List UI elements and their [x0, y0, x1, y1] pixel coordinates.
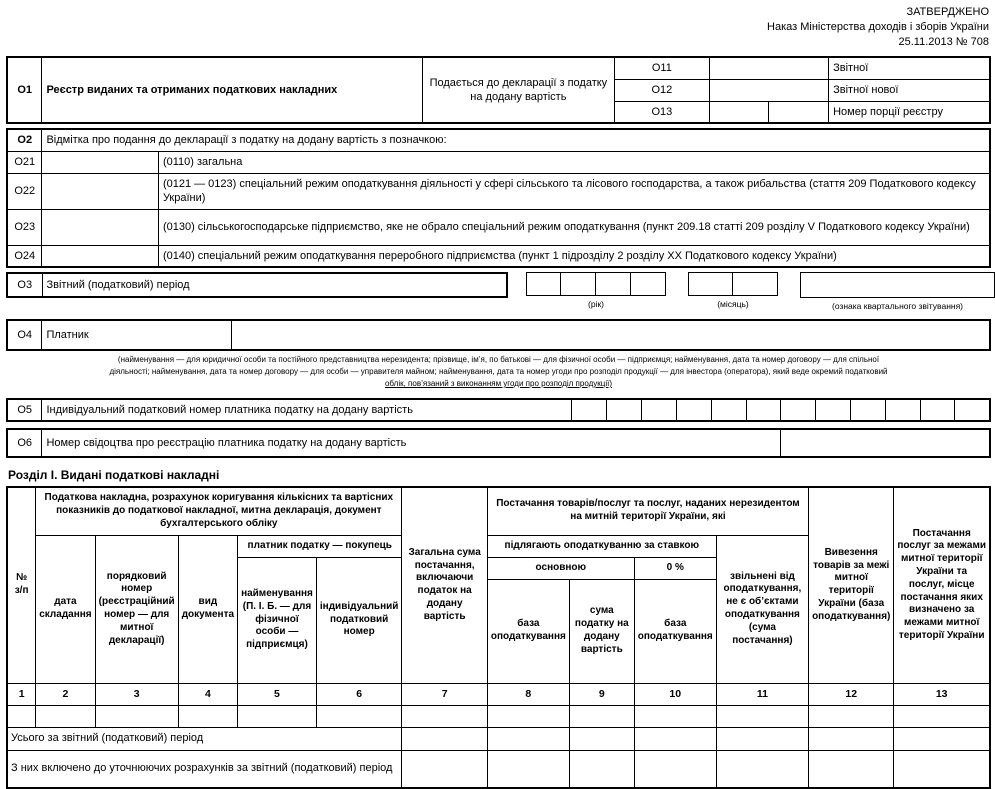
- year-digit-cell[interactable]: [526, 272, 561, 296]
- data-cell[interactable]: [402, 705, 487, 727]
- col-header-serial-number: порядковий номер (реєстраційний номер — для митної декларації): [95, 535, 178, 683]
- field-code-o21: О21: [7, 151, 42, 173]
- totals-cell[interactable]: [809, 727, 894, 750]
- totals-cell[interactable]: [634, 727, 716, 750]
- o13-portion-cell-1[interactable]: [709, 101, 769, 123]
- col-header-buyer-ipn: індивідуальний податковий номер: [316, 557, 402, 683]
- field-code-o11: О11: [615, 57, 710, 79]
- col-num: 6: [316, 683, 402, 705]
- data-cell[interactable]: [487, 705, 569, 727]
- year-digit-cell[interactable]: [596, 272, 631, 296]
- o21-label: (0110) загальна: [158, 151, 990, 173]
- o24-mark-cell[interactable]: [42, 245, 158, 267]
- empty-data-row: [7, 705, 990, 727]
- adjustments-cell[interactable]: [809, 750, 894, 788]
- data-cell[interactable]: [634, 705, 716, 727]
- field-code-o6: О6: [7, 429, 42, 457]
- month-digit-cell[interactable]: [733, 272, 778, 296]
- totals-cell[interactable]: [402, 727, 487, 750]
- group-header-rate-main: основною: [487, 557, 634, 579]
- block-o3: [6, 272, 991, 311]
- data-cell[interactable]: [716, 705, 808, 727]
- ipn-digit-cell[interactable]: [955, 399, 990, 421]
- o3-year-group: [526, 272, 666, 309]
- adjustments-cell[interactable]: [487, 750, 569, 788]
- o5-label: Індивідуальний податковий номер платника податку на додану вартість: [42, 399, 572, 421]
- data-cell[interactable]: [36, 705, 95, 727]
- col-num: 10: [634, 683, 716, 705]
- year-caption: (рік): [588, 299, 604, 309]
- year-digit-cell[interactable]: [631, 272, 666, 296]
- block-o5: [6, 398, 991, 422]
- o4-footnote-line3: облік, пов’язаний з виконанням угоди про розподіл продукції): [384, 379, 613, 388]
- field-code-o13: О13: [615, 101, 710, 123]
- block-o1: [6, 56, 991, 124]
- adjustments-cell[interactable]: [402, 750, 487, 788]
- form-title: Реєстр виданих та отриманих податкових накладних: [42, 57, 422, 123]
- o2-title: Відмітка про подання до декларації з податку на додану вартість з позначкою:: [42, 129, 990, 151]
- ipn-digit-cell[interactable]: [781, 399, 816, 421]
- data-cell[interactable]: [238, 705, 317, 727]
- o13-portion-cell-2[interactable]: [769, 101, 829, 123]
- col-num: 3: [95, 683, 178, 705]
- field-code-o5: О5: [7, 399, 42, 421]
- o12-mark-cell[interactable]: [709, 79, 828, 101]
- col-header-services-abroad: Постачання послуг за межами митної території України та послуг, місце постачання яких визначено за межами митної території України: [894, 487, 990, 683]
- field-code-o3: О3: [7, 273, 42, 297]
- adjustments-cell[interactable]: [894, 750, 990, 788]
- col-num: 8: [487, 683, 569, 705]
- data-cell[interactable]: [178, 705, 237, 727]
- adjustments-row: [7, 750, 990, 788]
- group-header-buyer: платник податку — покупець: [238, 535, 402, 557]
- col-num: 2: [36, 683, 95, 705]
- o4-footnote: [6, 354, 991, 390]
- col-header-base-main: база оподаткування: [487, 579, 569, 683]
- ipn-digit-cell[interactable]: [816, 399, 851, 421]
- o4-footnote-line2: діяльності; найменування, дата та номер договору — для особи — управителя майном; найменування, дата та номер угоди про розподіл продукції — для інвестора (оператора), який веде окремий податковий: [109, 367, 888, 376]
- data-cell[interactable]: [894, 705, 990, 727]
- certificate-number-cell[interactable]: [781, 429, 990, 457]
- approval-line3: 25.11.2013 № 708: [898, 36, 989, 48]
- adjustments-cell[interactable]: [634, 750, 716, 788]
- col-header-export: Вивезення товарів за межі митної території України (база оподаткування): [809, 487, 894, 683]
- o3-label-table: [6, 272, 508, 298]
- data-cell[interactable]: [316, 705, 402, 727]
- quarter-caption: (ознака квартального звітування): [831, 301, 964, 311]
- o3-quarter-group: [800, 272, 995, 311]
- col-num: 9: [569, 683, 634, 705]
- field-code-o12: О12: [615, 79, 710, 101]
- field-code-o22: О22: [7, 173, 42, 209]
- totals-cell[interactable]: [487, 727, 569, 750]
- submission-note: Подається до декларації з податку на додану вартість: [422, 57, 614, 123]
- col-num: 11: [716, 683, 808, 705]
- ipn-digit-cell[interactable]: [607, 399, 642, 421]
- block-o2: [6, 128, 991, 268]
- col-header-date: дата складання: [36, 535, 95, 683]
- column-numbers-row: [7, 683, 990, 705]
- col-num: 13: [894, 683, 990, 705]
- col-num: 1: [7, 683, 36, 705]
- ipn-digit-cell[interactable]: [746, 399, 781, 421]
- o3-month-group: [688, 272, 778, 309]
- ipn-digit-cell[interactable]: [711, 399, 746, 421]
- o23-mark-cell[interactable]: [42, 209, 158, 245]
- col-num: 7: [402, 683, 487, 705]
- col-num: 12: [809, 683, 894, 705]
- group-header-rate-zero: 0 %: [634, 557, 716, 579]
- month-digit-cell[interactable]: [688, 272, 733, 296]
- totals-row: [7, 727, 990, 750]
- o11-label: Звітної: [829, 57, 990, 79]
- field-code-o23: О23: [7, 209, 42, 245]
- month-caption: (місяць): [717, 299, 749, 309]
- o23-label: (0130) сільськогосподарське підприємство, яке не обрало спеціальний режим оподаткування (пункт 209.18 статті 209 розділу V Податкового кодексу України): [158, 209, 990, 245]
- data-cell[interactable]: [95, 705, 178, 727]
- field-code-o24: О24: [7, 245, 42, 267]
- section1-table: [6, 486, 991, 789]
- adjustments-cell[interactable]: [716, 750, 808, 788]
- adjustments-label: З них включено до уточнюючих розрахунків за звітний (податковий) період: [7, 750, 402, 788]
- o22-label: (0121 — 0123) спеціальний режим оподаткування діяльності у сфері сільського та лісового господарства, а також рибальства (стаття 209 Податкового кодексу України): [158, 173, 990, 209]
- section1-title: Розділ І. Видані податкові накладні: [8, 468, 220, 482]
- o13-label: Номер порції реєстру: [829, 101, 990, 123]
- approval-line2: Наказ Міністерства доходів і зборів України: [767, 21, 989, 33]
- ipn-digit-cell[interactable]: [676, 399, 711, 421]
- block-o4: [6, 319, 991, 351]
- ipn-digit-cell[interactable]: [642, 399, 677, 421]
- group-header-supply: Постачання товарів/послуг та послуг, наданих нерезидентом на митній території України, які: [487, 487, 808, 535]
- data-cell[interactable]: [569, 705, 634, 727]
- approval-block: [6, 3, 991, 56]
- field-code-o2: О2: [7, 129, 42, 151]
- block-o6: [6, 428, 991, 458]
- col-num: 4: [178, 683, 237, 705]
- ipn-digit-cell[interactable]: [920, 399, 955, 421]
- ipn-digit-cell[interactable]: [572, 399, 607, 421]
- field-code-o4: О4: [7, 320, 42, 350]
- o4-footnote-line1: (найменування — для юридичної особи та постійного представництва нерезидента; прізвище, ім’я, по батькові — для фізичної особи — підприємця; найменування, дата та номер договору — для спільної: [117, 355, 880, 364]
- o12-label: Звітної нової: [829, 79, 990, 101]
- col-num: 5: [238, 683, 317, 705]
- col-header-exempt: звільнені від оподаткування, не є об’єктами оподаткування (сума постачання): [716, 535, 808, 683]
- totals-label: Усього за звітний (податковий) період: [7, 727, 402, 750]
- col-header-row-number: № з/п: [7, 487, 36, 683]
- ipn-digit-cell[interactable]: [885, 399, 920, 421]
- o6-label: Номер свідоцтва про реєстрацію платника податку на додану вартість: [42, 429, 781, 457]
- group-header-rate: підлягають оподаткуванню за ставкою: [487, 535, 716, 557]
- col-header-total-sum: Загальна сума постачання, включаючи податок на додану вартість: [402, 487, 487, 683]
- col-header-doc-type: вид документа: [178, 535, 237, 683]
- o21-mark-cell[interactable]: [42, 151, 158, 173]
- taxpayer-name-cell[interactable]: [231, 320, 990, 350]
- o4-label: Платник: [42, 320, 231, 350]
- year-digit-cell[interactable]: [561, 272, 596, 296]
- ipn-digit-cell[interactable]: [851, 399, 886, 421]
- group-header-invoice: Податкова накладна, розрахунок коригування кількісних та вартісних показників до податкової накладної, митна декларація, документ бухгалтерського обліку: [36, 487, 402, 535]
- data-cell[interactable]: [809, 705, 894, 727]
- field-code-o1: О1: [7, 57, 42, 123]
- totals-cell[interactable]: [894, 727, 990, 750]
- totals-cell[interactable]: [569, 727, 634, 750]
- o22-mark-cell[interactable]: [42, 173, 158, 209]
- col-header-base-zero: база оподаткування: [634, 579, 716, 683]
- adjustments-cell[interactable]: [569, 750, 634, 788]
- col-header-vat-sum: сума податку на додану вартість: [569, 579, 634, 683]
- totals-cell[interactable]: [716, 727, 808, 750]
- o3-label: Звітний (податковий) період: [42, 273, 507, 297]
- col-header-buyer-name: найменування (П. І. Б. — для фізичної особи — підприємця): [238, 557, 317, 683]
- quarter-mark-cell[interactable]: [800, 272, 995, 298]
- o24-label: (0140) спеціальний режим оподаткування переробного підприємства (пункт 1 підрозділу 2 розділу XX Податкового кодексу України): [158, 245, 990, 267]
- o11-mark-cell[interactable]: [709, 57, 828, 79]
- approval-line1: ЗАТВЕРДЖЕНО: [906, 6, 989, 18]
- data-cell[interactable]: [7, 705, 36, 727]
